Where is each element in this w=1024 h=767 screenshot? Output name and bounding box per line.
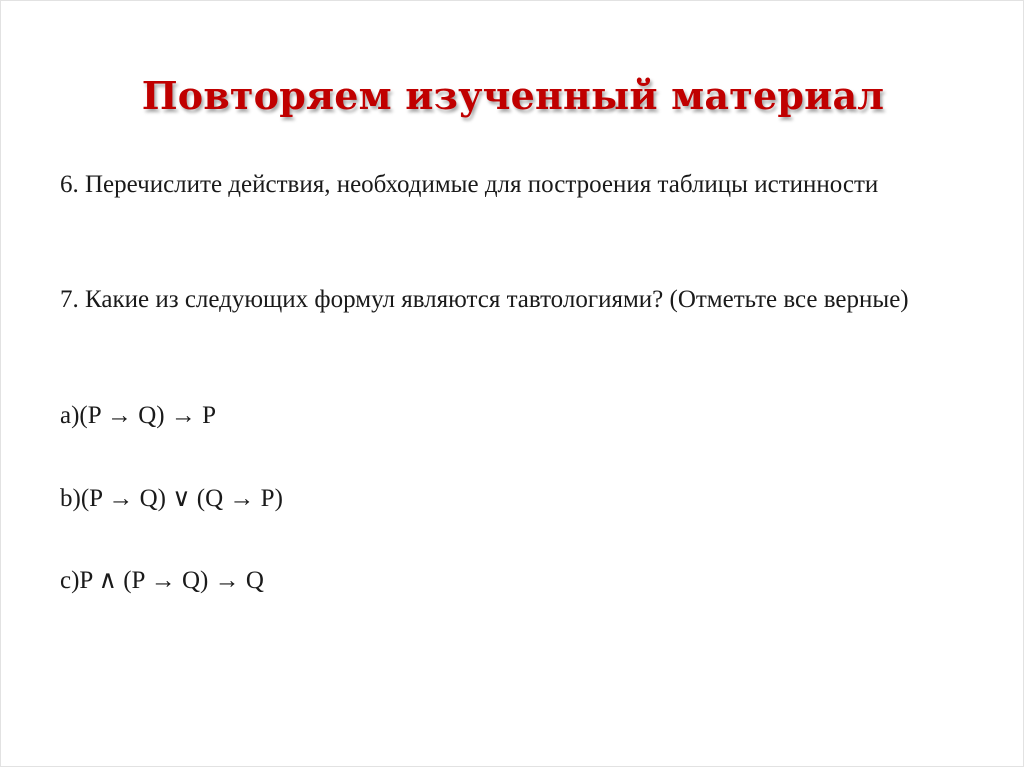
answer-option-a: a)(P → Q) → P xyxy=(60,402,217,429)
slide-title: Повторяем изученный материал xyxy=(141,73,885,118)
question-6: 6. Перечислите действия, необходимые для построения таблицы истинности xyxy=(60,171,879,198)
question-7: 7. Какие из следующих формул являются тавтологиями? (Отметьте все верные) xyxy=(60,286,909,313)
answer-option-b: b)(P → Q) ∨ (Q → P) xyxy=(60,485,283,512)
answer-option-c: c)P ∧ (P → Q) → Q xyxy=(60,567,264,594)
